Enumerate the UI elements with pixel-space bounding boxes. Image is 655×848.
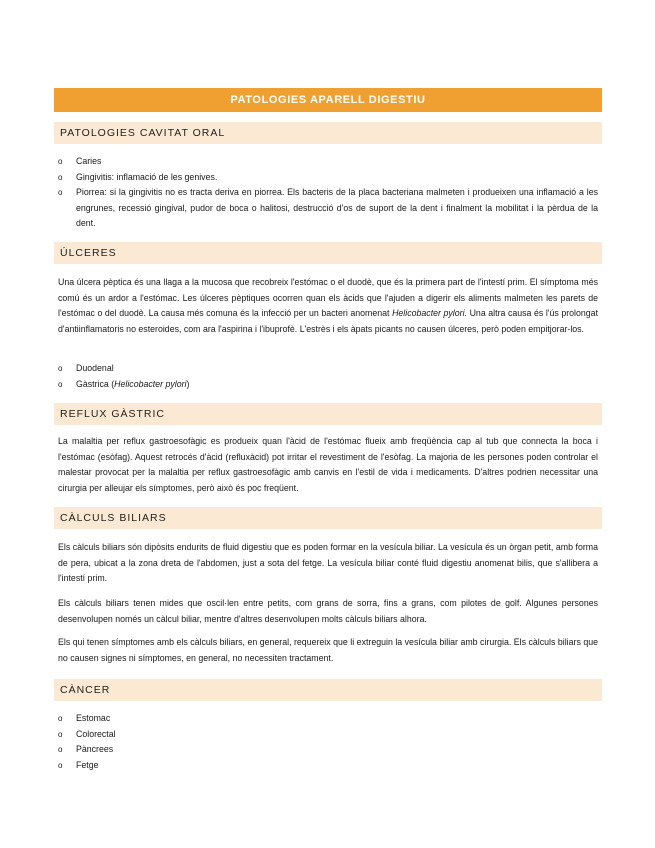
- bullet-icon: o: [58, 188, 63, 197]
- list-item: o Gàstrica (Helicobacter pylori): [58, 377, 598, 393]
- section-heading-gallstones: CÀLCULS BILIARS: [54, 507, 602, 529]
- ulcers-list: [58, 361, 598, 392]
- bullet-icon: o: [58, 729, 63, 739]
- gallstones-paragraph-1: Els càlculs biliars són dipòsits endurits de fluid digestiu que es poden formar en la vesícula biliar. La vesícula és un òrgan petit, amb forma de pera, ubicat a la zona dreta de l'abdomen, just a sota del fetge. La vesícula biliar conté fluid digestiu anomenat bilis, que s'allibera a l'intestí prim.: [58, 542, 598, 583]
- list-item: o Estomac: [58, 711, 598, 727]
- list-item: o Pàncrees: [58, 742, 598, 758]
- bullet-icon: o: [58, 172, 63, 182]
- page-title: PATOLOGIES APARELL DIGESTIU: [54, 88, 602, 112]
- list-item: o Piorrea: si la gingivitis no es tracta deriva en piorrea. Els bacteris de la placa bacteriana malmeten i produeixen una inflamació a les engrunes, recessió gingival, pudor de boca o halitosi, destrucció d'os de suport de la dent i finalment la mobilitat i la pèrdua de la dent.: [58, 187, 598, 228]
- gallstones-paragraph-3: Els qui tenen símptomes amb els càlculs biliars, en general, requereix que li extreguin la vesícula biliar amb cirurgia. Els càlculs biliars que no causen signes ni símptomes, en general, no necessiten tractament.: [58, 637, 598, 663]
- bullet-icon: o: [58, 745, 63, 754]
- bullet-icon: o: [58, 714, 63, 723]
- section-heading-oral: PATOLOGIES CAVITAT ORAL: [54, 122, 602, 144]
- ulcers-paragraph: Una úlcera pèptica és una llaga a la mucosa que recobreix l'estómac o el duodè, que és la primera part de l'intestí prim. El símptoma més comú és un ardor a l'estómac. Les úlceres pèptiques ocorren quan els àcids que l'ajuden a digerir els aliments malmeten les parets de l'estómac o del duodè. La causa més comuna és la infecció per un bacteri anomenat Helicobacter pylori. Una altra causa és l'ús prolongat d'antiinflamatoris no esteroides, com ara l'aspirina i l'ibuprofè. L'estrès i els àpats picants no causen úlceres, però poden empitjorar-los.: [58, 277, 599, 334]
- bullet-icon: o: [58, 760, 63, 770]
- list-item: o Colorectal: [58, 727, 598, 743]
- bullet-icon: o: [58, 379, 63, 389]
- section-heading-reflux: REFLUX GÀSTRIC: [54, 403, 602, 425]
- section-heading-cancer: CÀNCER: [54, 679, 602, 701]
- list-item: o Caries: [58, 154, 598, 170]
- bullet-icon: o: [58, 364, 63, 373]
- reflux-paragraph: La malaltia per reflux gastroesofàgic es produeix quan l'àcid de l'estómac flueix amb freqüència cap al tub que connecta la boca i l'estómac (esòfag). Aquest retrocés d'àcid (refluxàcid) pot irritar el revestiment de l'esòfag. La majoria de les persones poden controlar el malestar provocat per la malaltia per reflux gastroesofàgic amb canvis en l'estil de vida i medicaments. D'altres podrien necessitar una cirurgia per alleujar els símptomes, però això és poc freqüent.: [58, 436, 598, 493]
- list-item: o Fetge: [58, 758, 598, 774]
- section-heading-ulcers: ÚLCERES: [54, 242, 602, 264]
- list-item: o Gingivitis: inflamació de les genives.: [58, 170, 598, 186]
- oral-list: [58, 154, 598, 232]
- list-item: o Duodenal: [58, 361, 598, 377]
- cancer-list: [58, 711, 598, 773]
- gallstones-paragraph-2: Els càlculs biliars tenen mides que oscil·len entre petits, com grans de sorra, fins a grans, com pilotes de golf. Algunes persones desenvolupen només un càlcul biliar, mentre d'altres desenvolupen molts càlculs biliars alhora.: [58, 598, 598, 624]
- bullet-icon: o: [58, 157, 63, 166]
